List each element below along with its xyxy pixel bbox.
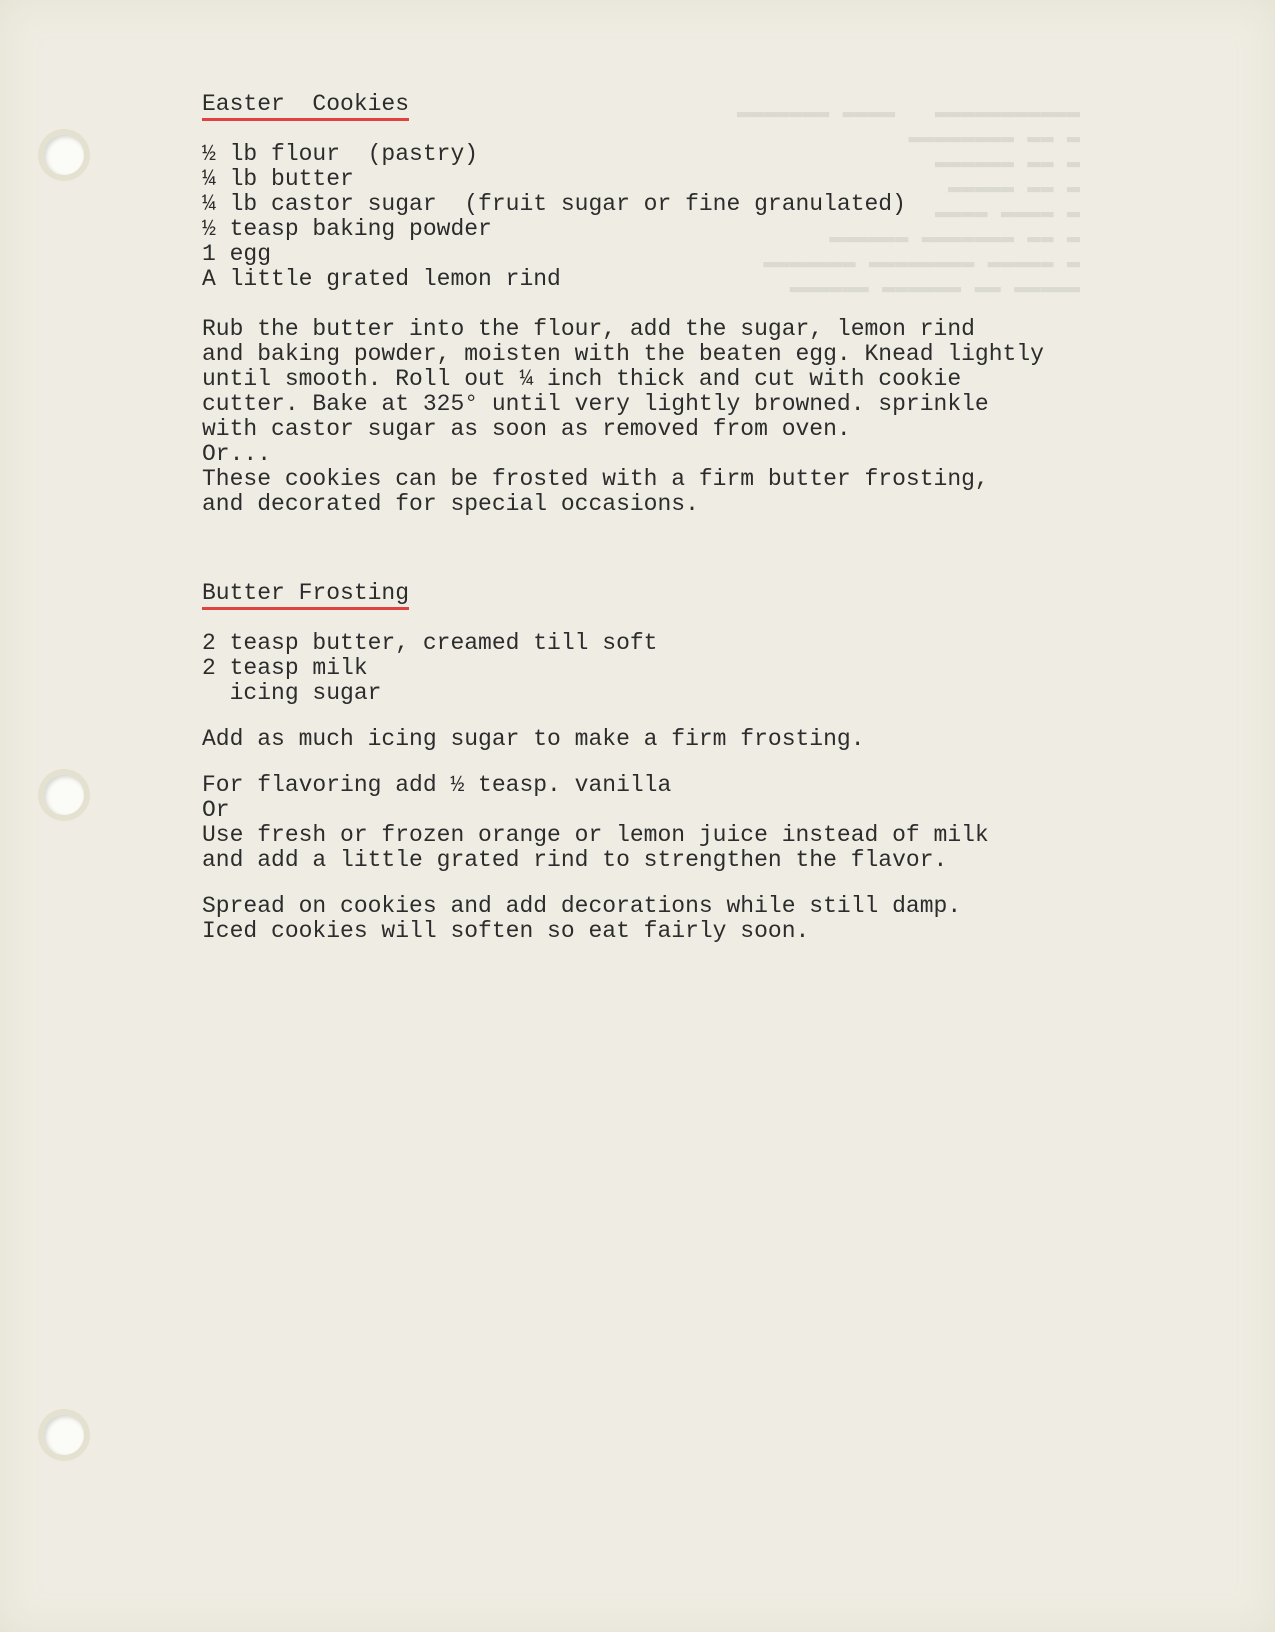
method-line: Rub the butter into the flour, add the sugar, lemon rind — [202, 316, 975, 342]
ingredient-line: ¼ lb castor sugar (fruit sugar or fine granulated) — [202, 191, 906, 217]
easter-cookies-method — [202, 317, 1122, 517]
butter-frosting-ingredients — [202, 631, 1122, 706]
ingredient-line: 1 egg — [202, 241, 272, 267]
easter-cookies-title: Easter Cookies — [202, 92, 409, 121]
method-line: until smooth. Roll out ¼ inch thick and cut with cookie — [202, 366, 962, 392]
method-line: These cookies can be frosted with a firm butter frosting, — [202, 466, 989, 492]
frosting-paragraph-2 — [202, 773, 1122, 873]
method-line: Or — [202, 797, 230, 823]
easter-cookies-ingredients — [202, 142, 1122, 292]
method-line: Add as much icing sugar to make a firm frosting. — [202, 726, 865, 752]
frosting-paragraph-1 — [202, 727, 1122, 752]
ingredient-line: 2 teasp butter, creamed till soft — [202, 630, 658, 656]
recipe-text — [202, 92, 1122, 944]
method-line: Iced cookies will soften so eat fairly soon. — [202, 918, 810, 944]
punch-hole-top — [44, 135, 84, 175]
method-line: and baking powder, moisten with the beaten egg. Knead lightly — [202, 341, 1044, 367]
ingredient-line: ¼ lb butter — [202, 166, 354, 192]
ingredient-line: ½ lb flour (pastry) — [202, 141, 479, 167]
punch-hole-bottom — [44, 1415, 84, 1455]
butter-frosting-title: Butter Frosting — [202, 581, 409, 610]
method-line: Or... — [202, 441, 272, 467]
method-line: cutter. Bake at 325° until very lightly browned. sprinkle — [202, 391, 989, 417]
method-line: and add a little grated rind to strengthen the flavor. — [202, 847, 948, 873]
ingredient-line: ½ teasp baking powder — [202, 216, 492, 242]
method-line: For flavoring add ½ teasp. vanilla — [202, 772, 672, 798]
ingredient-line: A little grated lemon rind — [202, 266, 561, 292]
ingredient-line: 2 teasp milk — [202, 655, 368, 681]
frosting-paragraph-3 — [202, 894, 1122, 944]
method-line: Spread on cookies and add decorations while still damp. — [202, 893, 962, 919]
ingredient-line: icing sugar — [202, 680, 382, 706]
punch-hole-middle — [44, 775, 84, 815]
method-line: with castor sugar as soon as removed from oven. — [202, 416, 851, 442]
bleed-through-texture: ▬▬▬▬▬▬▬▬▬▬▬ ▬▬▬▬ ▬▬▬▬▬▬▬ ▬ ▬▬ ▬▬▬▬▬▬▬▬ ▬ ▬▬ ▬▬▬▬▬▬ ▬ ▬▬ ▬▬▬▬▬ ▬ ▬▬▬▬ ▬▬▬▬ ▬ ▬▬ ▬▬▬▬▬▬▬ ▬▬▬▬▬▬ ▬ ▬▬▬▬▬ ▬▬▬▬▬▬▬▬ ▬▬▬▬▬▬▬ ▬▬▬▬▬ ▬▬ ▬▬▬▬▬▬ ▬▬▬▬▬▬ — [736, 100, 1080, 300]
method-line: and decorated for special occasions. — [202, 491, 699, 517]
method-line: Use fresh or frozen orange or lemon juice instead of milk — [202, 822, 989, 848]
